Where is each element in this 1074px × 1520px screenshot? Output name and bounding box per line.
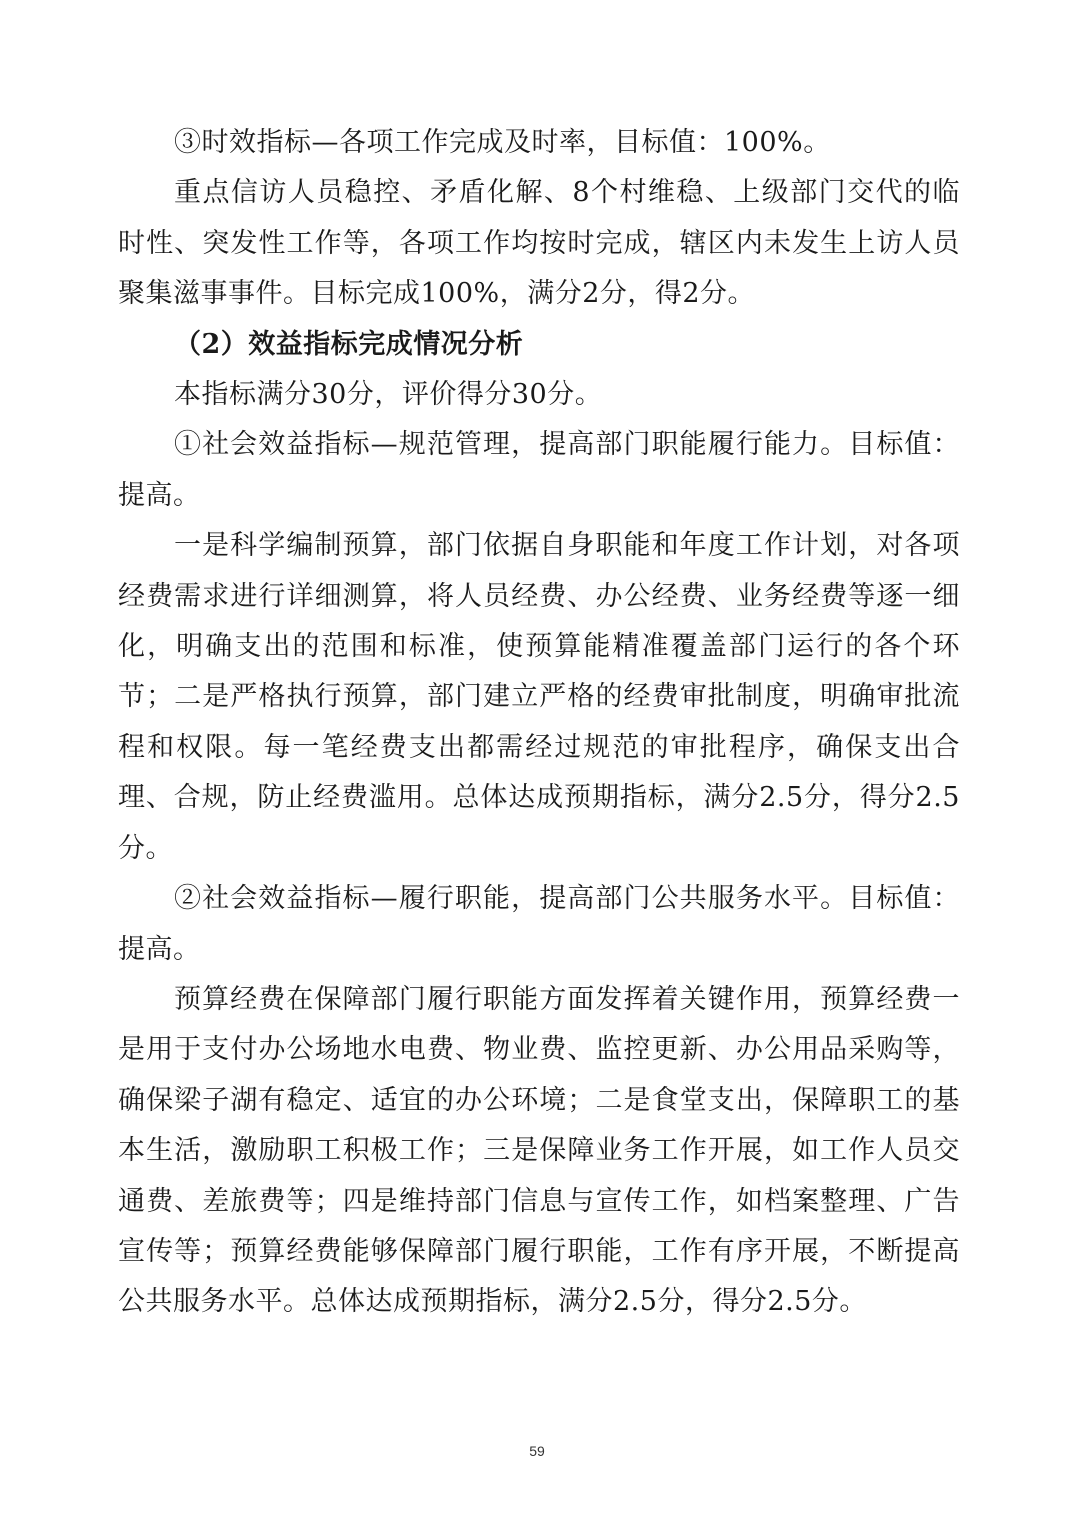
paragraph-social-benefit-1: ①社会效益指标—规范管理，提高部门职能履行能力。目标值：提高。 — [118, 429, 960, 511]
page-number: 59 — [529, 1443, 545, 1459]
paragraph-timeliness-indicator: ③时效指标—各项工作完成及时率，目标值：100%。 — [174, 127, 831, 158]
paragraph-social-benefit-2-detail: 预算经费在保障部门履行职能方面发挥着关键作用，预算经费一是用于支付办公场地水电费、物业费、监控更新、办公用品采购等，确保梁子湖有稳定、适宜的办公环境；二是食堂支出，保障职工的基本生活，激励职工积极工作；三是保障业务工作开展，如工作人员交通费、差旅费等；四是维持部门信息与宣传工作，如档案整理、广告宣传等；预算经费能够保障部门履行职能，工作有序开展，不断提高公共服务水平。总体达成预期指标，满分2.5分，得分2.5分。 — [118, 983, 960, 1318]
paragraph-social-benefit-1-detail: 一是科学编制预算，部门依据自身职能和年度工作计划，对各项经费需求进行详细测算，将人员经费、办公经费、业务经费等逐一细化，明确支出的范围和标准，使预算能精准覆盖部门运行的各个环节；二是严格执行预算，部门建立严格的经费审批制度，明确审批流程和权限。每一笔经费支出都需经过规范的审批程序，确保支出合理、合规，防止经费滥用。总体达成预期指标，满分2.5分，得分2.5分。 — [118, 530, 960, 864]
paragraph-benefit-score: 本指标满分30分，评价得分30分。 — [174, 379, 603, 411]
section-heading-benefit-indicators: （2）效益指标完成情况分析 — [174, 328, 524, 360]
paragraph-timeliness-detail: 重点信访人员稳控、矛盾化解、8个村维稳、上级部门交代的临时性、突发性工作等，各项工作均按时完成，辖区内未发生上访人员聚集滋事事件。目标完成100%，满分2分，得2分。 — [118, 177, 960, 310]
document-body — [118, 118, 960, 1328]
paragraph-social-benefit-2: ②社会效益指标—履行职能，提高部门公共服务水平。目标值：提高。 — [118, 883, 960, 965]
